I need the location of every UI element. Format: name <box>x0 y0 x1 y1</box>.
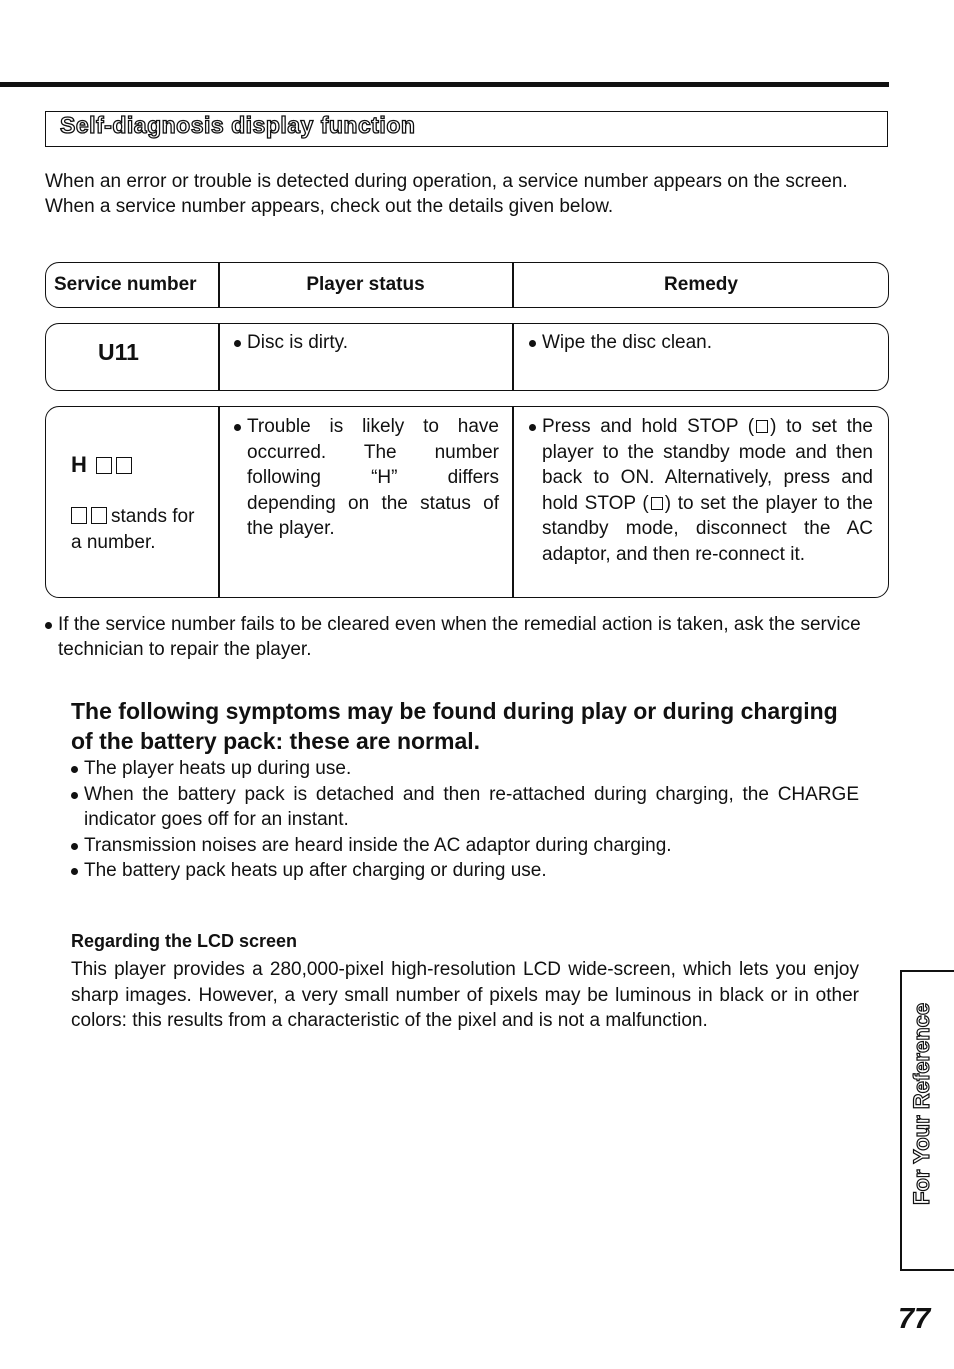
header-player-status: Player status <box>306 274 425 295</box>
service-note <box>45 612 888 662</box>
row2-remedy <box>529 414 873 567</box>
placeholder-box-icon <box>96 457 112 474</box>
row1-status-item: Disc is dirty. <box>234 330 500 356</box>
side-tab-label: For Your Reference <box>909 1002 934 1205</box>
row2-service-number <box>71 452 136 478</box>
divider <box>512 406 514 598</box>
divider <box>512 323 514 391</box>
row1-remedy-item: Wipe the disc clean. <box>529 330 875 356</box>
header-remedy: Remedy <box>664 274 738 295</box>
header-service-number: Service number <box>54 274 197 295</box>
lcd-body: This player provides a 280,000-pixel high-resolution LCD wide-screen, which lets you enjoy sharp images. However, a very small number of pixels may be luminous in black or in other colors: this results from a characteristic of the pixel and is not a malfunction. <box>71 959 859 1031</box>
row2-remedy-part3: ) to set the player to the standby mode, disconnect the AC adaptor, and then re-connect it. <box>542 492 873 565</box>
symptoms-list <box>71 756 859 884</box>
row2-remedy-item <box>529 414 873 567</box>
page-number: 77 <box>898 1303 931 1335</box>
section-title: Self-diagnosis display function <box>60 112 416 138</box>
row1-status <box>234 330 500 356</box>
side-tab-border <box>900 970 954 972</box>
lcd-heading: Regarding the LCD screen <box>71 931 298 951</box>
list-item: The battery pack heats up after charging or during use. <box>71 858 859 884</box>
intro-line-2: When a service number appears, check out the details given below. <box>45 196 614 217</box>
placeholder-box-icon <box>71 507 87 524</box>
placeholder-box-icon <box>116 457 132 474</box>
divider <box>218 406 220 598</box>
intro-line-1: When an error or trouble is detected during operation, a service number appears on the screen. <box>45 171 848 192</box>
symptoms-heading: The following symptoms may be found during play or during charging of the battery pack: these are normal. <box>71 698 838 754</box>
service-note-text: If the service number fails to be cleared even when the remedial action is taken, ask the service technician to repair the player. <box>45 612 888 662</box>
list-item: When the battery pack is detached and then re-attached during charging, the CHARGE indicator goes off for an instant. <box>71 782 859 833</box>
divider <box>218 323 220 391</box>
row1-service-number: U11 <box>98 339 139 365</box>
stop-button-icon <box>651 497 663 510</box>
row2-remedy-part1: Press and hold STOP ( <box>542 416 755 437</box>
stop-button-icon <box>756 420 768 433</box>
intro-text <box>45 169 888 219</box>
side-tab-border <box>900 970 902 1270</box>
list-item: The player heats up during use. <box>71 756 859 782</box>
list-item: Transmission noises are heard inside the AC adaptor during charging. <box>71 833 859 859</box>
row2-status <box>234 414 499 542</box>
row1-remedy <box>529 330 875 356</box>
side-tab-border <box>900 1269 954 1271</box>
row2-status-item: Trouble is likely to have occurred. The number following “H” differs depending on the status of the player. <box>234 414 499 542</box>
row2-service-note <box>71 504 201 555</box>
placeholder-box-icon <box>91 507 107 524</box>
row2-service-note-text: stands for a number. <box>71 506 195 553</box>
row2-remedy-part2: ) to set the player to the standby mode and then back to ON. Alternatively, press and hold STOP ( <box>542 416 873 514</box>
top-rule <box>0 82 889 87</box>
row2-service-letter: H <box>71 452 87 477</box>
section-title-box <box>45 111 888 147</box>
